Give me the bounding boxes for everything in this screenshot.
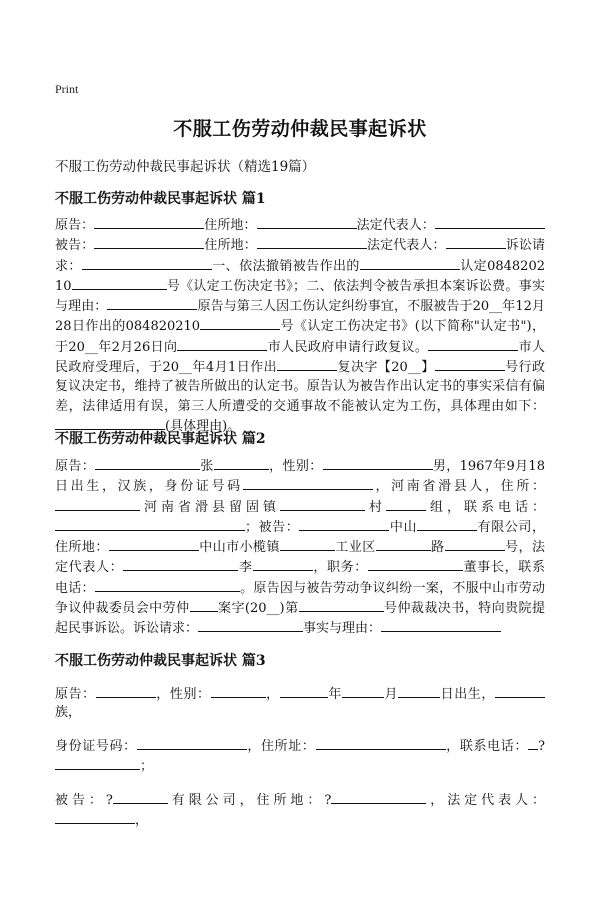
- page-title: 不服工伤劳动仲裁民事起诉状: [173, 118, 427, 140]
- section-heading-3: 不服工伤劳动仲裁民事起诉状 篇3: [55, 653, 266, 669]
- section-heading-2: 不服工伤劳动仲裁民事起诉状 篇2: [55, 431, 266, 447]
- print-link[interactable]: Print: [55, 82, 79, 96]
- section-body-2: 原告： 张 ，性别： 男，1967年9月18日出生，汉族，身份证号码 ，河南省滑县人，住所：河南省滑县留固镇 村 组，联系电话：；被告： 中山 有限公司，住所地： 中山市小榄镇 工业区 路 号，法定代表人： 李 ，职务： 董事长，联系电话： 。原告因与被告劳动争议纠纷一案，不服中山市劳动争议仲裁委员会中劳仲 案字(20__)第 号仲裁裁决书，特向贵院提起民事诉讼。诉讼请求： 事实与理由：: [55, 456, 545, 639]
- section-body-1: 原告： 住所地： 法定代表人：被告： 住所地： 法定代表人： 诉讼请求： 一、依法撤销被告作出的 认定084820210 号《认定工伤决定书》；二、依法判令被告承担本案诉讼费。事实与理由： 原告与第三人因工伤认定纠纷事宜，不服被告于20__年12月28日作出的084820210 号《认定工伤决定书》(以下简称"认定书")，于20__年2月26日向 市人民政府申请行政复议。 市人民政府受理后，于20__年4月1日作出 复决字【20__】 号行政复议决定书，维持了被告所做出的认定书。原告认为被告作出认定书的事实采信有偏差，法律适用有误，第三人所遭受的交通事故不能被认定为工伤，具体理由如下：(具体理由)。: [55, 215, 545, 436]
- section-body-3: 原告： ，性别： ， 年 月 日出生，族， 身份证号码： ，住所址： ，联系电话： ?； 被告：? 有限公司，住所地：? ，法定代表人：，: [55, 684, 545, 830]
- section-heading-1: 不服工伤劳动仲裁民事起诉状 篇1: [55, 191, 266, 207]
- document-subtitle: 不服工伤劳动仲裁民事起诉状（精选19篇）: [55, 159, 316, 175]
